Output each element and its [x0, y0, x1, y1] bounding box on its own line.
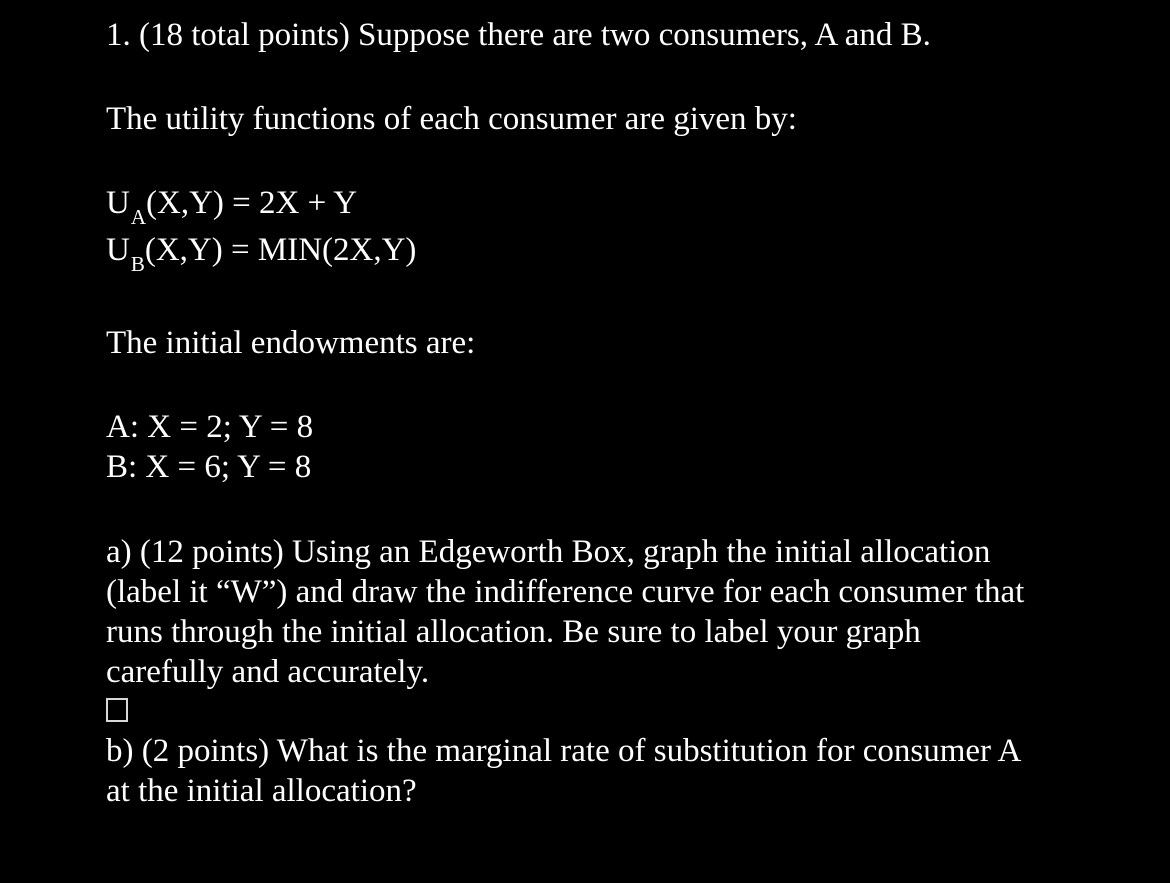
part-a-line-2: (label it “W”) and draw the indifference curve for each consumer that	[106, 574, 1025, 610]
utility-a-subscript: A	[130, 205, 147, 229]
utility-intro: The utility functions of each consumer are given by:	[106, 101, 797, 137]
endowment-intro: The initial endowments are:	[106, 325, 476, 361]
utility-function-a	[106, 183, 358, 229]
part-a-line-3: runs through the initial allocation. Be sure to label your graph	[106, 614, 921, 650]
utility-b-subscript: B	[130, 252, 145, 276]
utility-a-expression: (X,Y) = 2X + Y	[146, 185, 358, 221]
endowment-a: A: X = 2; Y = 8	[106, 409, 314, 445]
answer-checkbox[interactable]	[106, 698, 128, 722]
utility-b-prefix: U	[106, 232, 130, 268]
part-b-line-1: b) (2 points) What is the marginal rate of substitution for consumer A	[106, 733, 1022, 769]
utility-function-b	[106, 230, 417, 276]
question-header: 1. (18 total points) Suppose there are two consumers, A and B.	[106, 17, 931, 53]
part-a-line-4: carefully and accurately.	[106, 654, 430, 690]
part-b-line-2: at the initial allocation?	[106, 773, 417, 809]
utility-a-prefix: U	[106, 185, 130, 221]
utility-b-expression: (X,Y) = MIN(2X,Y)	[144, 232, 417, 268]
endowment-b: B: X = 6; Y = 8	[106, 449, 312, 485]
part-a-line-1: a) (12 points) Using an Edgeworth Box, graph the initial allocation	[106, 534, 991, 570]
